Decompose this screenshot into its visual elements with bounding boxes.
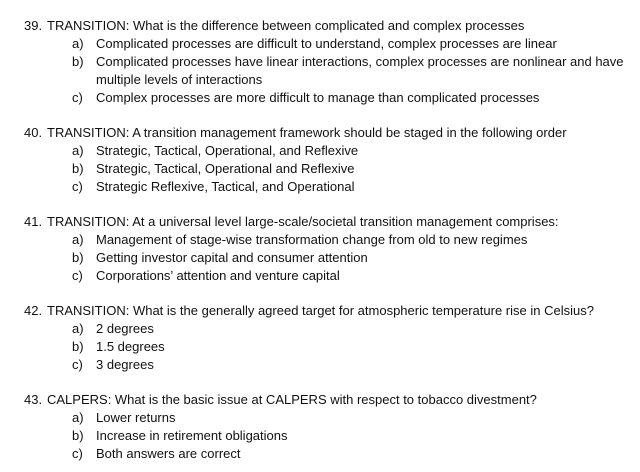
- spacer: [0, 285, 640, 302]
- option-a: [0, 231, 640, 249]
- option-text: Strategic, Tactical, Operational, and Reflexive: [96, 143, 359, 158]
- option-text: 2 degrees: [96, 321, 154, 336]
- question-42: [0, 302, 640, 374]
- option-text: Complicated processes have linear interactions, complex processes are nonlinear and have multiple levels of interactions: [96, 54, 624, 87]
- option-list: [0, 320, 640, 374]
- question-number: 42.: [24, 303, 43, 318]
- option-letter: a): [72, 232, 84, 247]
- question-number: 43.: [24, 392, 43, 407]
- question-43: [0, 391, 640, 463]
- question-line: [0, 124, 640, 142]
- option-text: Management of stage-wise transformation change from old to new regimes: [96, 232, 528, 247]
- option-b: [0, 53, 640, 89]
- question-line: [0, 213, 640, 231]
- question-number: 39.: [24, 18, 43, 33]
- option-text: Increase in retirement obligations: [96, 428, 288, 443]
- option-b: [0, 249, 640, 267]
- option-b: [0, 427, 640, 445]
- question-text: TRANSITION: A transition management framework should be staged in the following order: [47, 125, 567, 140]
- option-a: [0, 320, 640, 338]
- option-letter: b): [72, 54, 84, 69]
- option-letter: a): [72, 36, 84, 51]
- question-40: [0, 124, 640, 196]
- option-b: [0, 160, 640, 178]
- option-list: [0, 231, 640, 285]
- option-text: Strategic Reflexive, Tactical, and Operational: [96, 179, 355, 194]
- question-number: 41.: [24, 214, 43, 229]
- question-line: [0, 302, 640, 320]
- question-text: TRANSITION: What is the difference between complicated and complex processes: [47, 18, 525, 33]
- spacer: [0, 374, 640, 391]
- option-b: [0, 338, 640, 356]
- option-letter: b): [72, 161, 84, 176]
- option-list: [0, 35, 640, 107]
- option-letter: a): [72, 143, 84, 158]
- option-letter: a): [72, 410, 84, 425]
- option-text: Complex processes are more difficult to manage than complicated processes: [96, 90, 540, 105]
- option-letter: c): [72, 90, 83, 105]
- question-41: [0, 213, 640, 285]
- option-c: [0, 445, 640, 463]
- option-text: Lower returns: [96, 410, 176, 425]
- option-list: [0, 142, 640, 196]
- option-letter: b): [72, 428, 84, 443]
- option-a: [0, 409, 640, 427]
- option-text: 1.5 degrees: [96, 339, 165, 354]
- option-text: Complicated processes are difficult to understand, complex processes are linear: [96, 36, 557, 51]
- spacer: [0, 196, 640, 213]
- question-text: CALPERS: What is the basic issue at CALPERS with respect to tobacco divestment?: [47, 392, 537, 407]
- question-text: TRANSITION: What is the generally agreed target for atmospheric temperature rise in Celsius?: [47, 303, 594, 318]
- option-text: Corporations’ attention and venture capital: [96, 268, 340, 283]
- question-number: 40.: [24, 125, 43, 140]
- question-line: [0, 17, 640, 35]
- option-letter: c): [72, 357, 83, 372]
- option-c: [0, 267, 640, 285]
- option-c: [0, 356, 640, 374]
- option-c: [0, 178, 640, 196]
- question-line: [0, 391, 640, 409]
- option-letter: c): [72, 268, 83, 283]
- option-letter: b): [72, 339, 84, 354]
- option-a: [0, 35, 640, 53]
- option-letter: c): [72, 446, 83, 461]
- option-c: [0, 89, 640, 107]
- question-39: [0, 17, 640, 107]
- option-letter: b): [72, 250, 84, 265]
- option-a: [0, 142, 640, 160]
- option-text: Both answers are correct: [96, 446, 241, 461]
- option-text: 3 degrees: [96, 357, 154, 372]
- option-letter: a): [72, 321, 84, 336]
- option-text: Getting investor capital and consumer attention: [96, 250, 368, 265]
- spacer: [0, 107, 640, 124]
- question-text: TRANSITION: At a universal level large-scale/societal transition management comprises:: [47, 214, 559, 229]
- option-text: Strategic, Tactical, Operational and Reflexive: [96, 161, 355, 176]
- option-letter: c): [72, 179, 83, 194]
- option-list: [0, 409, 640, 463]
